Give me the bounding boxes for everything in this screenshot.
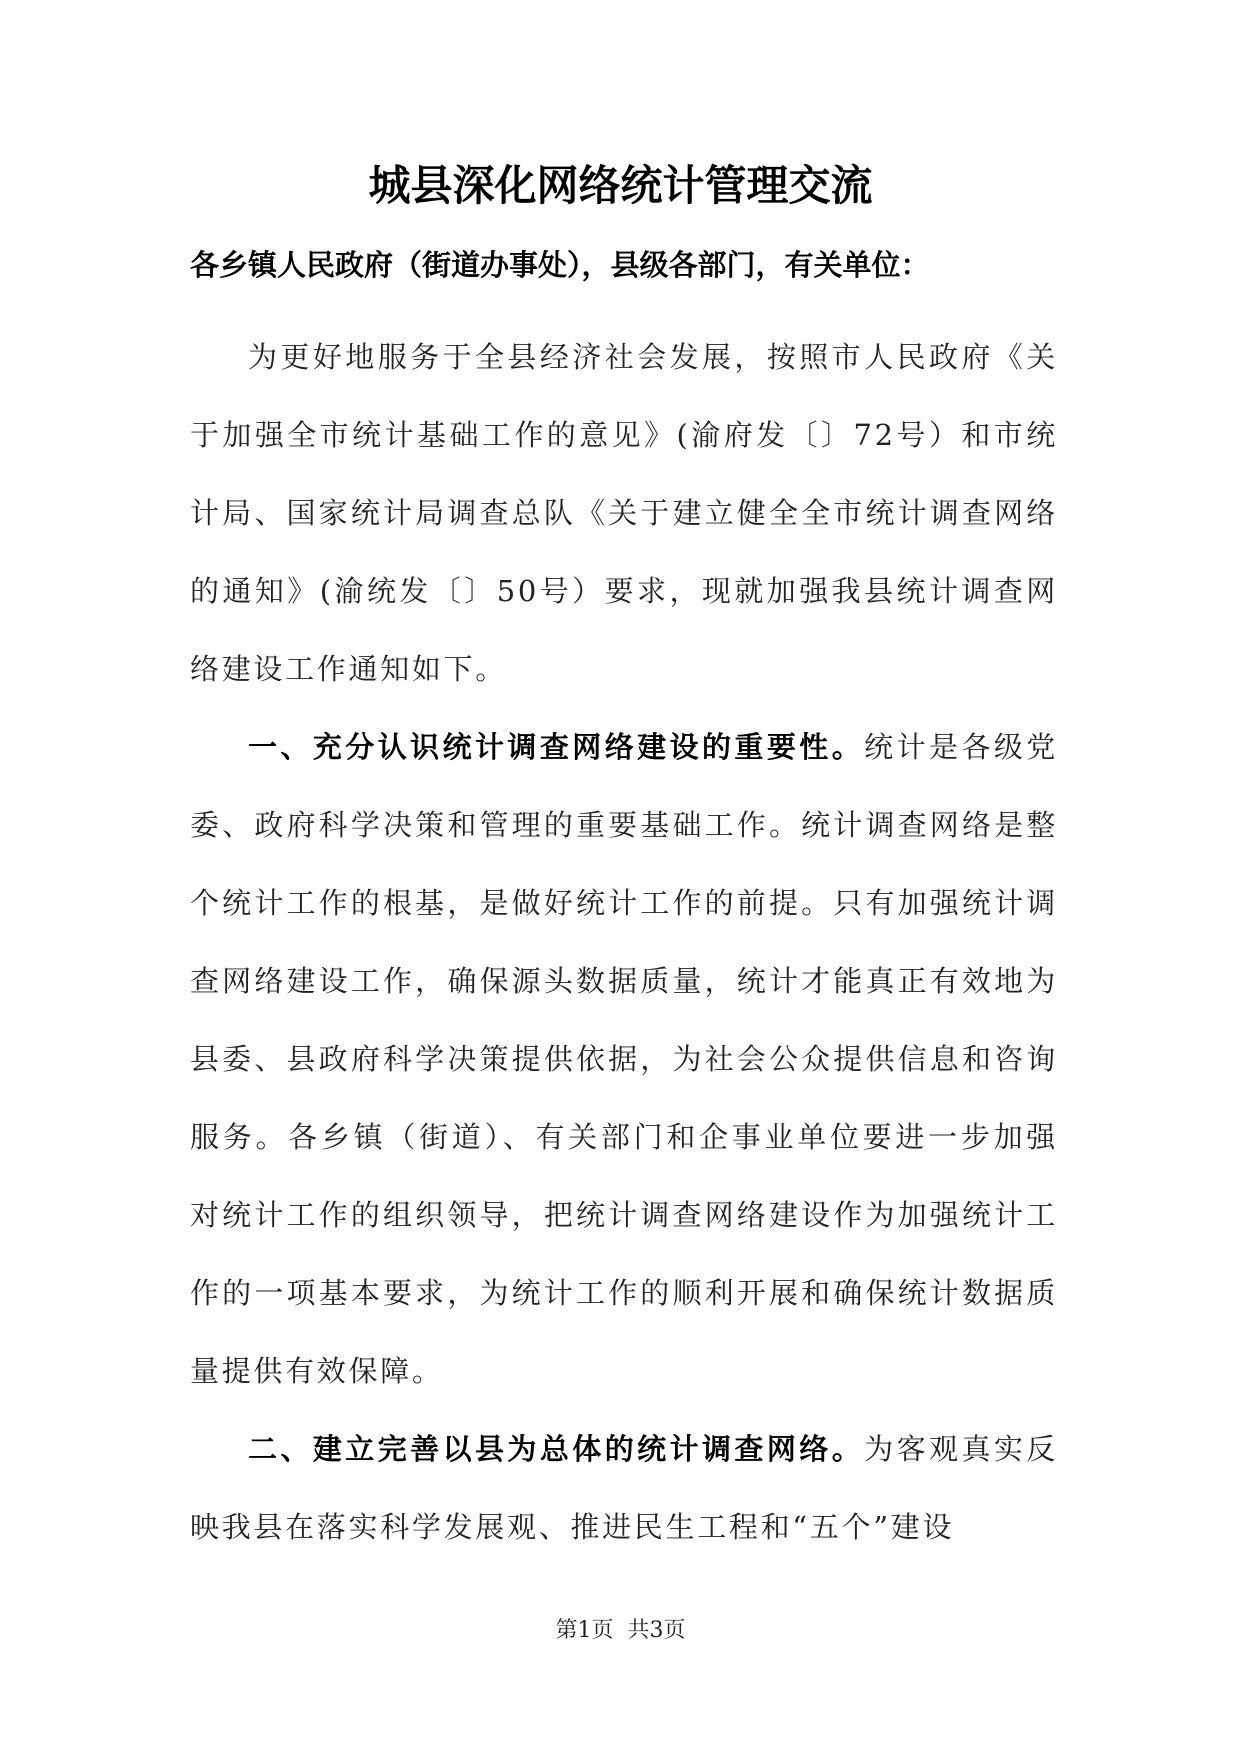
section-1-text: 统计是各级党委、政府科学决策和管理的重要基础工作。统计调查网络是整个统计工作的根基，是做好统计工作的前提。只有加强统计调查网络建设工作，确保源头数据质量，统计才能真正有效地为县委、县政府科学决策提供依据，为社会公众提供信息和咨询服务。各乡镇（街道）、有关部门和企事业单位要进一步加强对统计工作的组织领导，把统计调查网络建设作为加强统计工作的一项基本要求，为统计工作的顺利开展和确保统计数据质量提供有效保障。: [190, 730, 1058, 1388]
page-footer: [0, 1616, 1241, 1646]
document-body: [190, 318, 1058, 1566]
footer-mid: 页 共: [591, 1618, 650, 1643]
section-1-heading: 一、充分认识统计调查网络建设的重要性。: [248, 730, 865, 764]
paragraph-intro: [190, 318, 1058, 708]
footer-prefix: 第: [555, 1618, 578, 1643]
salutation: 各乡镇人民政府（街道办事处），县级各部门，有关单位：: [190, 248, 930, 282]
paragraph-section-2: [190, 1410, 1058, 1566]
section-2-text: 为客观真实反映我县在落实科学发展观、推进民生工程和“五个”建设: [190, 1432, 1058, 1544]
paragraph-section-1: [190, 708, 1058, 1410]
paragraph-intro-text: 为更好地服务于全县经济社会发展，按照市人民政府《关于加强全市统计基础工作的意见》(渝府发〔〕72号）和市统计局、国家统计局调查总队《关于建立健全全市统计调查网络的通知》(渝统发〔〕50号）要求，现就加强我县统计调查网络建设工作通知如下。: [190, 340, 1058, 686]
footer-total-pages: 3: [649, 1618, 664, 1643]
footer-suffix: 页: [663, 1618, 686, 1643]
footer-page-number: 1: [577, 1618, 592, 1643]
document-title: 城县深化网络统计管理交流: [368, 161, 873, 210]
section-2-heading: 二、建立完善以县为总体的统计调查网络。: [248, 1432, 865, 1466]
